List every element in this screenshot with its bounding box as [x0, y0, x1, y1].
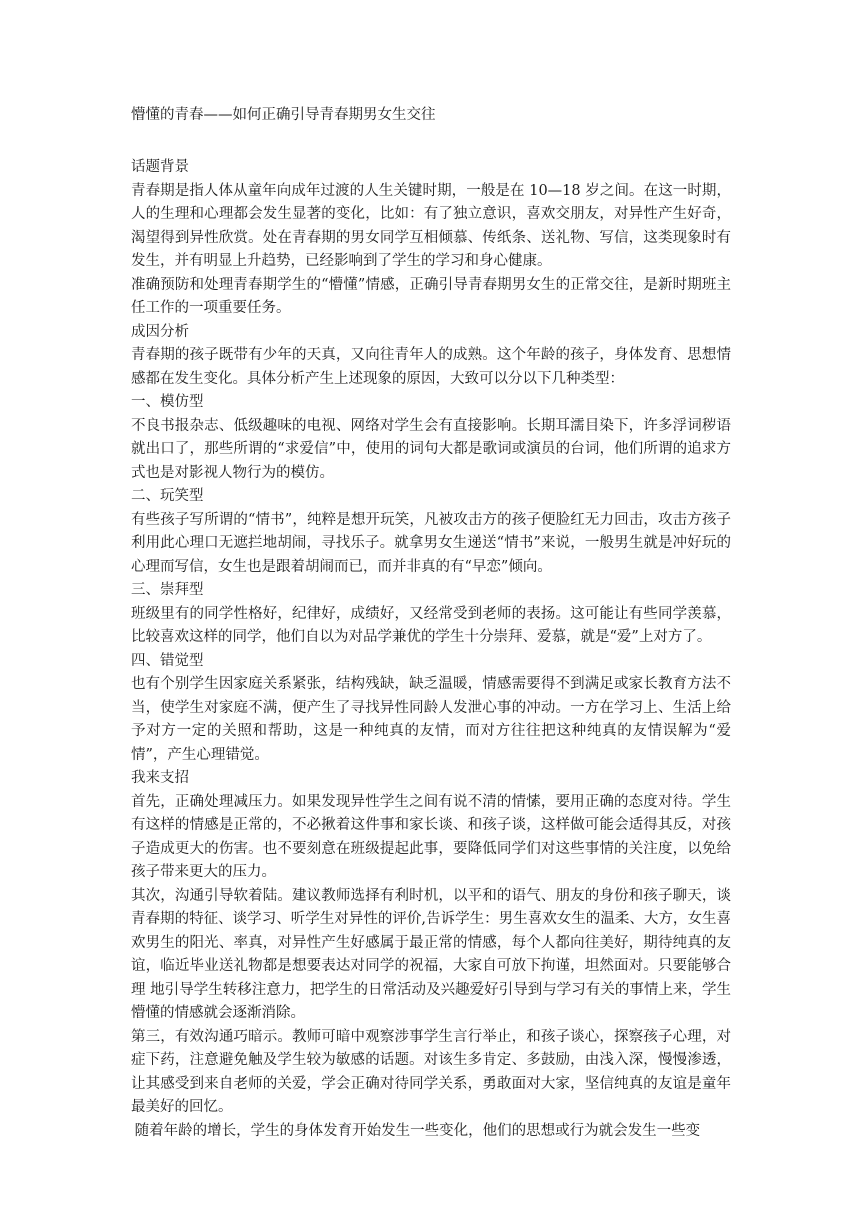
paragraph: 第三，有效沟通巧暗示。教师可暗中观察涉事学生言行举止，和孩子谈心，探察孩子心理，对症下药，注意避免触及学生较为敏感的话题。对该生多肯定、多鼓励，由浅入深，慢慢渗透，让其感受到来自老师的关爱，学会正确对待同学关系，勇敢面对大家，坚信纯真的友谊是童年最美好的回忆。	[131, 1028, 731, 1115]
document-page	[131, 104, 731, 1143]
paragraph: 准确预防和处理青春期学生的“懵懂”情感，正确引导青春期男女生的正常交往，是新时期班主任工作的一项重要任务。	[131, 276, 731, 316]
paragraph: 青春期的孩子既带有少年的天真，又向往青年人的成熟。这个年龄的孩子，身体发育、思想情感都在发生变化。具体分析产生上述现象的原因，大致可以分以下几种类型：	[131, 347, 731, 387]
subsection-heading: 一、模仿型	[131, 394, 204, 410]
paragraph: 青春期是指人体从童年向成年过渡的人生关键时期，一般是在 10—18 岁之间。在这一时期，人的生理和心理都会发生显著的变化，比如：有了独立意识，喜欢交朋友，对异性产生好奇，渴望得到异性欣赏。处在青春期的男女同学互相倾慕、传纸条、送礼物、写信，这类现象时有发生，并有明显上升趋势，已经影响到了学生的学习和身心健康。	[131, 182, 731, 269]
subsection-heading: 二、玩笑型	[131, 488, 204, 504]
subsection-heading: 四、错觉型	[131, 652, 204, 669]
subsection-heading: 三、崇拜型	[131, 582, 204, 598]
paragraph: 有些孩子写所谓的“情书”，纯粹是想开玩笑，凡被攻击方的孩子便脸红无力回击，攻击方孩子利用此心理口无遮拦地胡闹，寻找乐子。就拿男女生递送“情书”来说，一般男生就是冲好玩的心理而写信，女生也是跟着胡闹而已，而并非真的有“早恋”倾向。	[131, 511, 731, 575]
paragraph: 不良书报杂志、低级趣味的电视、网络对学生会有直接影响。长期耳濡目染下，许多浮词秽语就出口了，那些所谓的“求爱信”中，使用的词句大都是歌词或演员的台词，他们所谓的追求方式也是对影视人物行为的模仿。	[131, 417, 731, 481]
section-heading: 我来支招	[131, 770, 189, 786]
section-heading: 成因分析	[131, 323, 189, 340]
document-body	[131, 156, 731, 1143]
section-heading: 话题背景	[131, 159, 189, 175]
document-title: 懵懂的青春——如何正确引导青春期男女生交往	[131, 107, 436, 123]
paragraph: 随着年龄的增长，学生的身体发育开始发生一些变化，他们的思想或行为就会发生一些变	[134, 1122, 701, 1139]
paragraph: 也有个别学生因家庭关系紧张，结构残缺，缺乏温暖，情感需要得不到满足或家长教育方法不当，使学生对家庭不满，便产生了寻找异性同龄人发泄心事的冲动。一方在学习上、生活上给予对方一定的关照和帮助，这是一种纯真的友情，而对方往往把这种纯真的友情误解为“爱情”，产生心理错觉。	[131, 676, 731, 763]
paragraph: 首先，正确处理减压力。如果发现异性学生之间有说不清的情愫，要用正确的态度对待。学生有这样的情感是正常的，不必揪着这件事和家长谈、和孩子谈，这样做可能会适得其反，对孩子造成更大的伤害。也不要刻意在班级提起此事，要降低同学们对这些事情的关注度，以免给孩子带来更大的压力。	[131, 793, 731, 880]
paragraph: 班级里有的同学性格好，纪律好，成绩好，又经常受到老师的表扬。这可能让有些同学羡慕，比较喜欢这样的同学，他们自以为对品学兼优的学生十分崇拜、爱慕，就是“爱”上对方了。	[131, 605, 731, 645]
paragraph: 其次，沟通引导软着陆。建议教师选择有利时机，以平和的语气、朋友的身份和孩子聊天，谈青春期的特征、谈学习、听学生对异性的评价,告诉学生：男生喜欢女生的温柔、大方，女生喜欢男生的阳光、率真，对异性产生好感属于最正常的情感，每个人都向往美好，期待纯真的友谊，临近毕业送礼物都是想要表达对同学的祝福，大家自可放下拘谨，坦然面对。只要能够合理 地引导学生转移注意力，把学生的日常活动及兴趣爱好引导到与学习有关的事情上来，学生懵懂的情感就会逐渐消除。	[131, 887, 731, 1021]
